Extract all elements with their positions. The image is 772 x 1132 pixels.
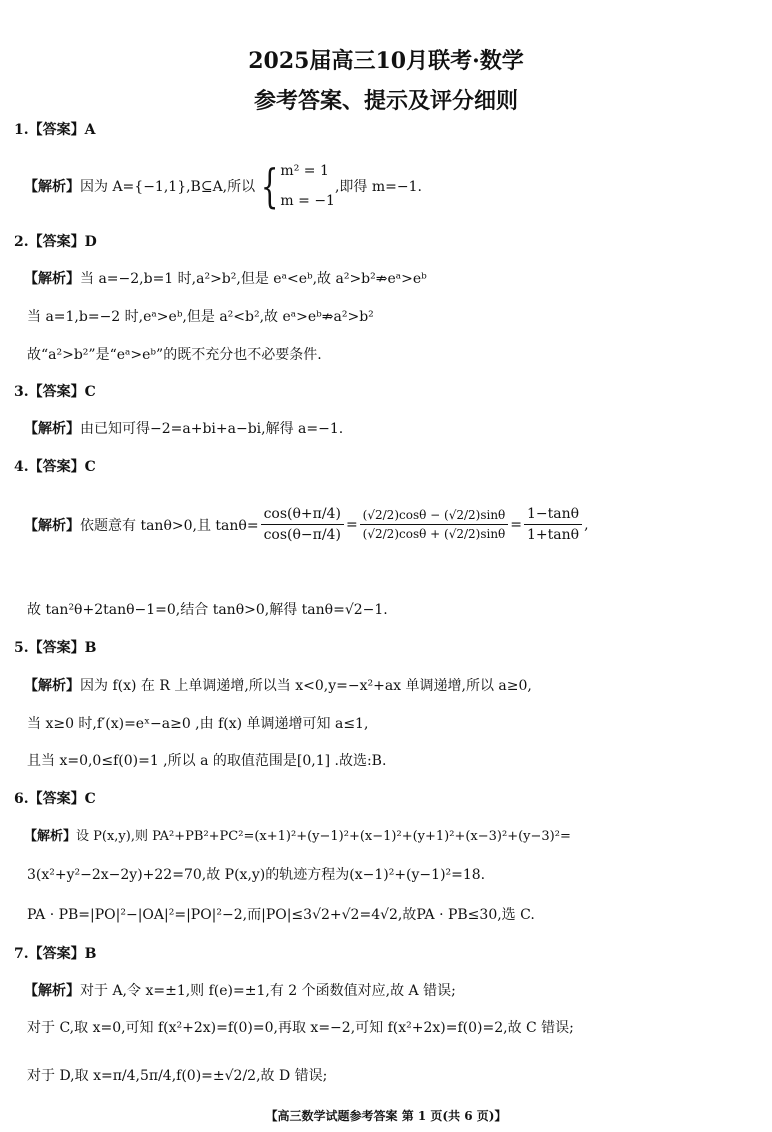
equals-sign: =	[345, 516, 358, 533]
equation-system-top: m² = 1	[280, 163, 329, 179]
analysis-7-line-3: 对于 D,取 x=π/4,5π/4,f(0)=±√2/2,故 D 错误;	[27, 1068, 328, 1084]
analysis-7-text-1: 对于 A,令 x=±1,则 f(e)=±1,有 2 个函数值对应,故 A 错误;	[80, 983, 456, 999]
analysis-label: 【解析】	[24, 421, 80, 437]
answer-5: 5.【答案】B	[14, 640, 97, 656]
fraction-cos-denominator: cos(θ−π/4)	[263, 527, 341, 543]
analysis-4-text: 依题意有 tanθ>0,且 tanθ=	[80, 517, 259, 534]
analysis-label: 【解析】	[24, 829, 77, 844]
equation-system-bottom: m = −1	[280, 193, 335, 209]
fraction-tan	[524, 506, 582, 543]
fraction-expanded	[360, 508, 509, 541]
analysis-6-line-3: PA · PB=|PO|²−|OA|²=|PO|²−2,而|PO|≤3√2+√2=4√2,故PA · PB≤30,选 C.	[27, 907, 535, 923]
analysis-label: 【解析】	[24, 983, 80, 999]
fraction-tan-denominator: 1+tanθ	[527, 527, 580, 543]
analysis-7-line-1	[24, 980, 456, 1000]
analysis-label: 【解析】	[24, 271, 80, 287]
fraction-expanded-numerator: (√2/2)cosθ − (√2/2)sinθ	[360, 508, 509, 525]
analysis-label: 【解析】	[24, 179, 80, 195]
fraction-expanded-denominator: (√2/2)cosθ + (√2/2)sinθ	[362, 527, 506, 541]
analysis-5-line-3: 且当 x=0,0≤f(0)=1 ,所以 a 的取值范围是[0,1] .故选:B.	[27, 753, 387, 769]
analysis-4-line-2: 故 tan²θ+2tanθ−1=0,结合 tanθ>0,解得 tanθ=√2−1.	[27, 602, 388, 618]
analysis-label: 【解析】	[24, 517, 80, 534]
brace-symbol: {	[260, 159, 279, 213]
answer-1: 1.【答案】A	[14, 122, 96, 138]
analysis-label: 【解析】	[24, 678, 80, 694]
analysis-4-line-1	[24, 506, 589, 543]
analysis-1-end: ,即得 m=−1.	[334, 179, 422, 195]
answer-4: 4.【答案】C	[14, 459, 96, 475]
fraction-cos-numerator: cos(θ+π/4)	[261, 506, 344, 525]
analysis-3-text-1: 由已知可得−2=a+bi+a−bi,解得 a=−1.	[80, 421, 344, 437]
analysis-1	[24, 159, 422, 213]
equals-sign: =	[510, 516, 523, 533]
page-subtitle: 参考答案、提示及评分细则	[253, 88, 518, 114]
fraction-tan-numerator: 1−tanθ	[524, 506, 582, 525]
page-footer: 【高三数学试题参考答案 第 1 页(共 6 页)】	[265, 1109, 507, 1123]
analysis-5-text-1: 因为 f(x) 在 R 上单调递增,所以当 x<0,y=−x²+ax 单调递增,所以 a≥0,	[80, 678, 532, 694]
analysis-1-text: 因为 A={−1,1},B⊆A,所以	[80, 179, 256, 195]
analysis-2-line-1	[24, 268, 427, 288]
answer-6: 6.【答案】C	[14, 791, 96, 807]
comma: ,	[584, 516, 589, 533]
analysis-6-line-2: 3(x²+y²−2x−2y)+22=70,故 P(x,y)的轨迹方程为(x−1)²+(y−1)²=18.	[27, 867, 486, 883]
answer-2: 2.【答案】D	[14, 234, 97, 250]
analysis-7-line-2: 对于 C,取 x=0,可知 f(x²+2x)=f(0)=0,再取 x=−2,可知 f(x²+2x)=f(0)=2,故 C 错误;	[27, 1020, 574, 1036]
answer-3: 3.【答案】C	[14, 384, 96, 400]
analysis-5-line-1	[24, 675, 532, 695]
analysis-2-text-1: 当 a=−2,b=1 时,a²>b²,但是 eᵃ<eᵇ,故 a²>b²⇏eᵃ>eᵇ	[80, 271, 427, 287]
analysis-3-line-1	[24, 418, 343, 438]
analysis-2-line-2: 当 a=1,b=−2 时,eᵃ>eᵇ,但是 a²<b²,故 eᵃ>eᵇ⇏a²>b²	[27, 309, 374, 325]
analysis-6-text-1: 设 P(x,y),则 PA²+PB²+PC²=(x+1)²+(y−1)²+(x−1)²+(y+1)²+(x−3)²+(y−3)²=	[76, 829, 571, 844]
page-title: 2025届高三10月联考·数学	[248, 48, 524, 74]
analysis-5-line-2: 当 x≥0 时,f′(x)=eˣ−a≥0 ,由 f(x) 单调递增可知 a≤1,	[27, 716, 369, 732]
fraction-cos	[261, 506, 344, 543]
equation-system	[280, 163, 335, 209]
answer-7: 7.【答案】B	[14, 946, 97, 962]
analysis-6-line-1	[24, 825, 571, 844]
analysis-2-line-3: 故“a²>b²”是“eᵃ>eᵇ”的既不充分也不必要条件.	[27, 347, 322, 363]
